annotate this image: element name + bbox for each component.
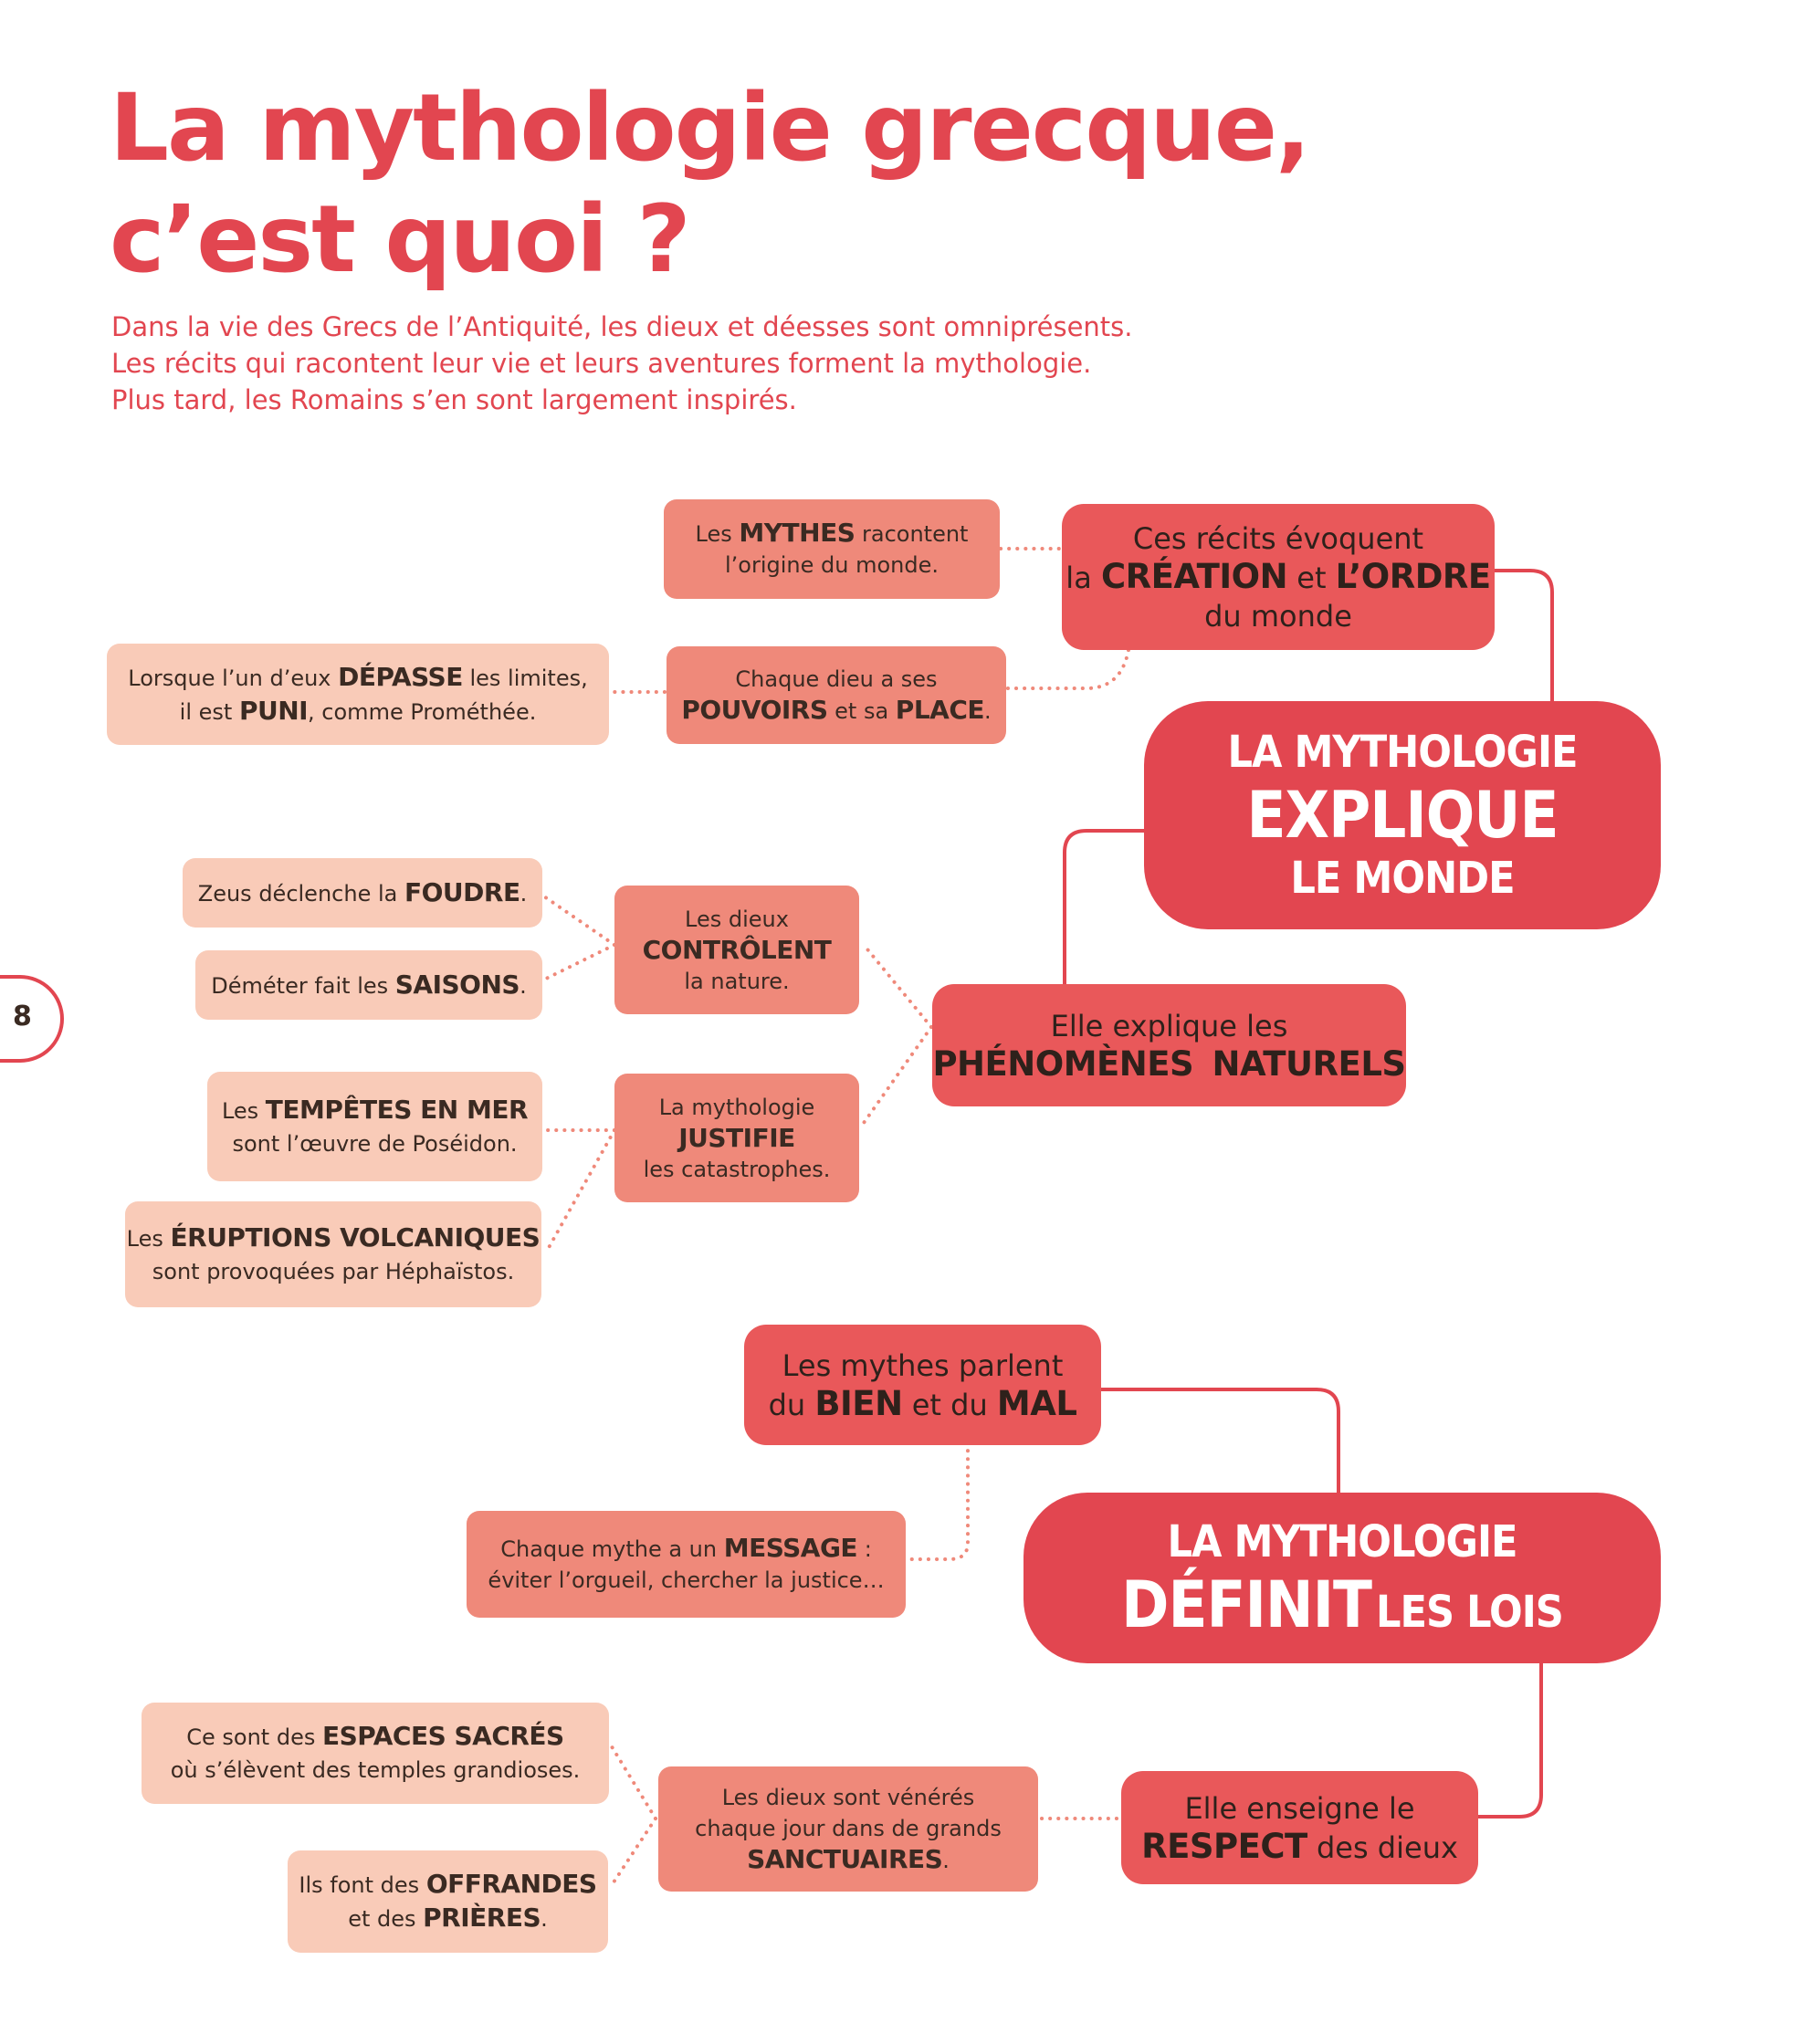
text: la <box>1065 560 1101 595</box>
main-node-line: LA MYTHOLOGIE <box>1167 1515 1517 1567</box>
keyword: PLACE <box>895 695 985 725</box>
connector-solid <box>1065 831 1149 993</box>
text: des dieux <box>1307 1829 1458 1865</box>
text: Ils font des <box>299 1872 426 1898</box>
text: Lorsque l’un d’eux <box>128 665 339 691</box>
text: chaque jour dans de grands <box>695 1816 1002 1841</box>
controlent-box <box>614 886 859 1014</box>
connector-dotted <box>610 1819 656 1888</box>
keyword: PRIÈRES <box>423 1902 541 1933</box>
offrandes-box <box>288 1850 608 1953</box>
text: la nature. <box>684 968 790 994</box>
pouvoirs-box <box>667 646 1006 744</box>
text: racontent <box>855 521 969 547</box>
text: Les dieux <box>685 906 789 932</box>
text: : <box>857 1536 872 1562</box>
text: , comme Prométhée. <box>308 698 537 725</box>
text: il est <box>179 698 239 725</box>
text: du <box>768 1387 815 1422</box>
keyword: CRÉATION <box>1100 556 1288 596</box>
keyword: ESPACES SACRÉS <box>321 1721 564 1751</box>
text: sont provoquées par Héphaïstos. <box>152 1258 515 1284</box>
text: du monde <box>1204 598 1352 634</box>
espaces-box <box>142 1703 609 1804</box>
tempetes-box <box>207 1072 542 1181</box>
intro-line: Les récits qui racontent leur vie et leurs aventures forment la mythologie. <box>111 348 1092 379</box>
keyword: POUVOIRS <box>681 695 828 725</box>
text: Les mythes parlent <box>782 1347 1064 1383</box>
text: . <box>520 880 528 907</box>
text: Elle enseigne le <box>1184 1790 1415 1826</box>
text: Les dieux sont vénérés <box>721 1785 975 1810</box>
text: . <box>984 698 992 724</box>
respect-box <box>1121 1771 1478 1884</box>
page-number: 8 <box>13 1001 32 1032</box>
text: Zeus déclenche la <box>197 880 404 907</box>
keyword: MAL <box>996 1383 1077 1423</box>
text: . <box>942 1848 950 1873</box>
text: les limites, <box>462 665 588 691</box>
text: Les <box>126 1225 171 1252</box>
text: Chaque mythe a un <box>500 1536 724 1562</box>
main-node-line: DÉFINIT <box>1121 1567 1372 1642</box>
text: . <box>520 972 527 999</box>
text: Ces récits évoquent <box>1132 520 1424 556</box>
bien-box <box>744 1325 1101 1445</box>
title-line-1: La mythologie grecque, <box>110 74 1309 183</box>
text: Elle explique les <box>1050 1008 1288 1043</box>
keyword: CONTRÔLENT <box>642 934 832 965</box>
message-box <box>467 1511 906 1618</box>
keyword: RESPECT <box>1141 1826 1307 1866</box>
intro-line: Plus tard, les Romains s’en sont largement inspirés. <box>111 384 797 415</box>
keyword: JUSTIFIE <box>678 1122 795 1153</box>
keyword: SAISONS <box>394 969 520 1000</box>
text: les catastrophes. <box>643 1156 831 1182</box>
main-node-definit <box>1023 1493 1661 1663</box>
text: Ce sont des <box>186 1724 322 1750</box>
connector-solid <box>1494 571 1552 703</box>
creation-box <box>1062 504 1495 650</box>
title-line-2: c’est quoi ? <box>110 185 689 294</box>
text: sont l’œuvre de Poséidon. <box>232 1130 518 1157</box>
main-node-explique <box>1144 701 1661 929</box>
connector-solid <box>1477 1661 1541 1817</box>
connector-dotted <box>864 945 931 1027</box>
text: éviter l’orgueil, chercher la justice… <box>488 1567 885 1593</box>
main-node-line: LA MYTHOLOGIE <box>1227 727 1578 778</box>
eruptions-box <box>125 1201 541 1307</box>
keyword: SANCTUAIRES <box>747 1844 943 1874</box>
text: Les <box>695 521 740 547</box>
saisons-box <box>195 950 542 1020</box>
keyword: OFFRANDES <box>425 1869 597 1899</box>
text: Les <box>221 1097 266 1124</box>
connector-dotted <box>546 1130 614 1253</box>
intro-line: Dans la vie des Grecs de l’Antiquité, les dieux et déesses sont omniprésents. <box>111 311 1133 342</box>
keyword: MESSAGE <box>723 1533 858 1563</box>
mythes-box <box>664 499 1000 599</box>
text: Déméter fait les <box>211 972 395 999</box>
text: où s’élèvent des temples grandioses. <box>170 1757 581 1783</box>
keyword: PUNI <box>238 695 309 726</box>
connector-dotted <box>1007 650 1128 688</box>
main-node-line: LE MONDE <box>1290 853 1515 904</box>
connector-solid <box>1100 1389 1338 1497</box>
keyword: FOUDRE <box>404 876 520 907</box>
phenomenes-box <box>932 984 1406 1106</box>
keyword: NATURELS <box>1212 1043 1406 1084</box>
text: Chaque dieu a ses <box>735 666 938 692</box>
keyword: BIEN <box>814 1383 903 1423</box>
keyword: MYTHES <box>739 518 856 548</box>
text: l’origine du monde. <box>725 552 939 578</box>
main-node-line: EXPLIQUE <box>1246 778 1559 853</box>
text: La mythologie <box>658 1094 815 1120</box>
text: et sa <box>827 698 896 724</box>
connector-dotted <box>544 896 614 945</box>
main-node-line: LES LOIS <box>1376 1586 1563 1638</box>
connector-dotted <box>610 1744 656 1819</box>
keyword: L’ORDRE <box>1335 556 1491 596</box>
keyword: ÉRUPTIONS VOLCANIQUES <box>170 1221 541 1253</box>
text: et <box>1287 560 1336 595</box>
text: et des <box>348 1906 424 1932</box>
depasse-box <box>107 644 609 745</box>
keyword: PHÉNOMÈNES <box>932 1043 1194 1084</box>
justifie-box <box>614 1074 859 1202</box>
connector-dotted <box>544 945 614 980</box>
text: et du <box>902 1387 997 1422</box>
foudre-box <box>183 858 542 928</box>
connector-dotted <box>907 1442 968 1559</box>
connector-dotted <box>864 1027 931 1123</box>
keyword: DÉPASSE <box>338 661 463 692</box>
keyword: TEMPÊTES EN MER <box>265 1094 529 1125</box>
text: . <box>541 1906 548 1932</box>
sanctuaires-box <box>658 1766 1038 1892</box>
